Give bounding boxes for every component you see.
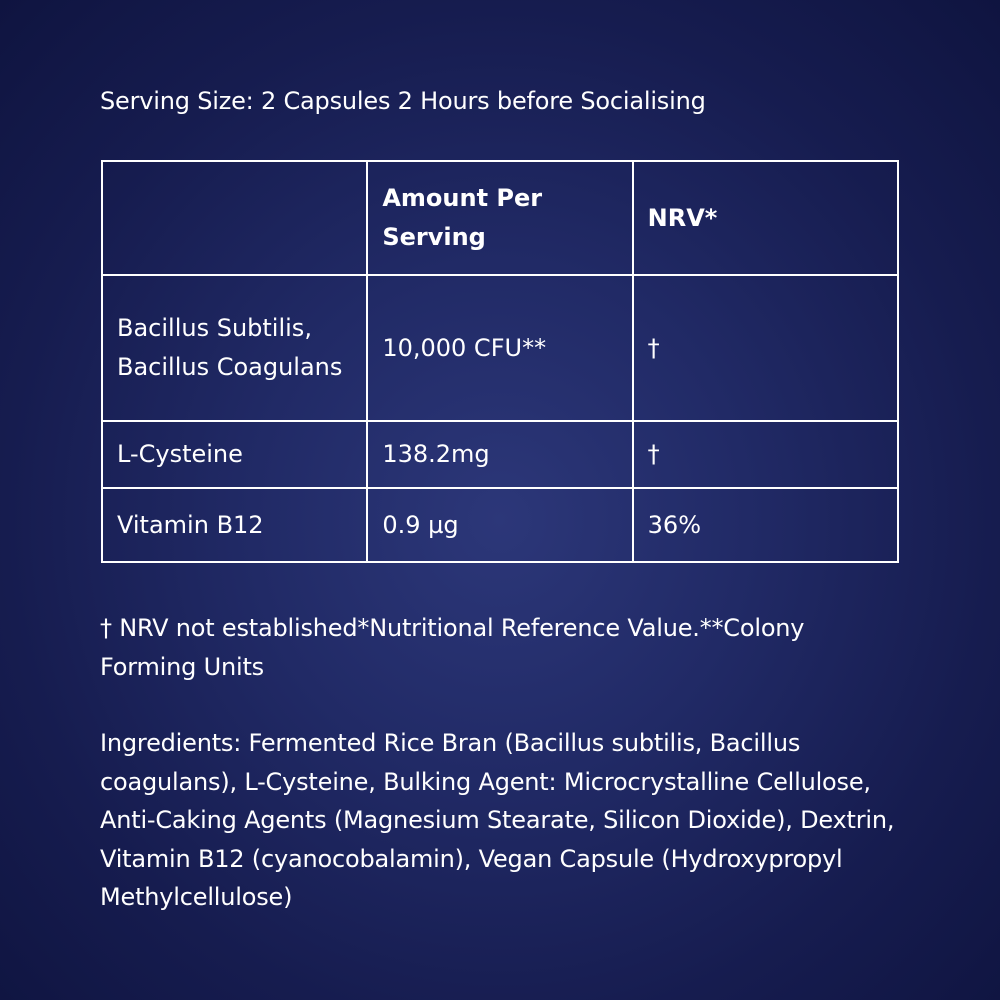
header-nrv: NRV*: [633, 161, 898, 275]
nrv-cell: †: [633, 421, 898, 488]
header-ingredient: [102, 161, 367, 275]
amount-cell: 10,000 CFU**: [367, 275, 632, 421]
ingredients-list: Ingredients: Fermented Rice Bran (Bacillus subtilis, Bacillus coagulans), L-Cysteine, Bulking Agent: Microcrystalline Cellulose, Anti-Caking Agents (Magnesium Stearate, Silicon Dioxide), Dextrin, Vitamin B12 (cyanocobalamin), Vegan Capsule (Hydroxypropyl Methylcellulose): [100, 729, 895, 911]
nrv-cell: 36%: [633, 488, 898, 562]
amount-cell: 138.2mg: [367, 421, 632, 488]
ingredient-cell: L-Cysteine: [102, 421, 367, 488]
nrv-footnote: † NRV not established*Nutritional Reference Value.**Colony Forming Units: [100, 614, 805, 681]
table-header-row: [102, 161, 898, 275]
ingredient-cell: Bacillus Subtilis, Bacillus Coagulans: [102, 275, 367, 421]
nutrition-table: [101, 160, 899, 563]
table-row: [102, 421, 898, 488]
ingredient-cell: Vitamin B12: [102, 488, 367, 562]
table-row: [102, 275, 898, 421]
amount-cell: 0.9 µg: [367, 488, 632, 562]
serving-size: Serving Size: 2 Capsules 2 Hours before Socialising: [100, 87, 706, 115]
table-row: [102, 488, 898, 562]
header-amount-per-serving: Amount Per Serving: [367, 161, 632, 275]
nrv-cell: †: [633, 275, 898, 421]
